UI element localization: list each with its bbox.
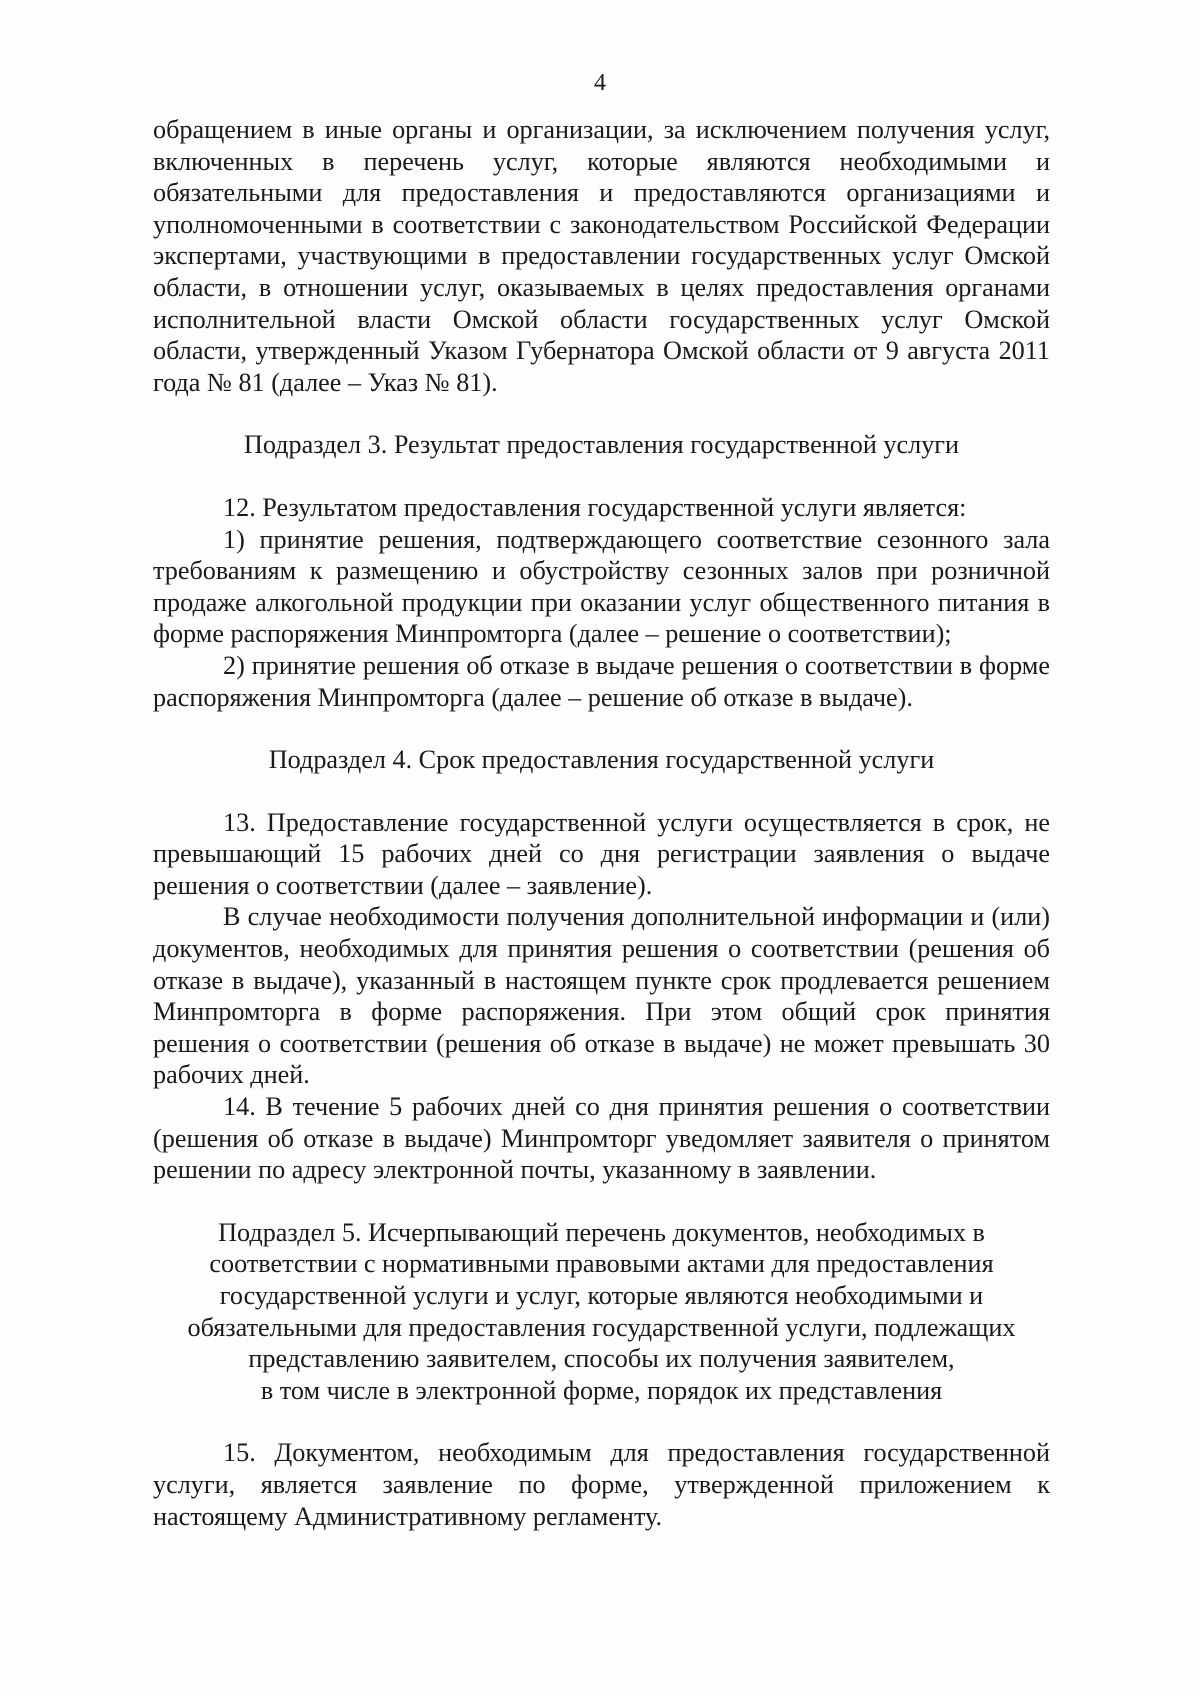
paragraph-14: 14. В течение 5 рабочих дней со дня принятия решения о соответствии (решения об отказе в выдаче) Минпромторг уведомляет заявителя о принятом решении по адресу электронной почты, указанному в заявлении. [153,1092,1050,1185]
section-5-heading-line: представлению заявителем, способы их получения заявителем, [248,1344,955,1374]
paragraph-13-extension: В случае необходимости получения дополнительной информации и (или) документов, необходимых для принятия решения о соответствии (решения об отказе в выдаче), указанный в настоящем пункте срок продлевается решением Минпромторга в форме распоряжения. При этом общий срок принятия решения о соответствии (решения об отказе в выдаче) не может превышать 30 рабочих дней. [153,902,1050,1090]
paragraph-12-item-2: 2) принятие решения об отказе в выдаче решения о соответствии в форме распоряжения Минпромторга (далее – решение об отказе в выдаче). [153,650,1050,712]
section-5-heading-line: обязательными для предоставления государственной услуги, подлежащих [187,1312,1016,1342]
paragraph-15: 15. Документом, необходимым для предоставления государственной услуги, является заявление по форме, утвержденной приложением к настоящему Административному регламенту. [153,1438,1050,1531]
intro-paragraph: обращением в иные органы и организации, за исключением получения услуг, включенных в перечень услуг, которые являются необходимыми и обязательными для предоставления и предоставляются организациями и уполномоченными в соответствии с законодательством Российской Федерации экспертами, участвующими в предоставлении государственных услуг Омской области, в отношении услуг, оказываемых в целях предоставления органами исполнительной власти Омской области государственных услуг Омской области, утвержденный Указом Губернатора Омской области от 9 августа 2011 года № 81 (далее – Указ № 81). [153,115,1050,397]
section-3-heading: Подраздел 3. Результат предоставления государственной услуги [243,430,960,460]
section-4-heading: Подраздел 4. Срок предоставления государственной услуги [268,745,935,775]
section-5-heading-line: государственной услуги и услуг, которые являются необходимыми и [219,1281,984,1310]
paragraph-13: 13. Предоставление государственной услуги осуществляется в срок, не превышающий 15 рабочих дней со дня регистрации заявления о выдаче решения о соответствии (далее – заявление). [153,807,1050,900]
section-5-heading-line: Подраздел 5. Исчерпывающий перечень документов, необходимых в [218,1217,985,1247]
paragraph-12-item-1: 1) принятие решения, подтверждающего соответствие сезонного зала требованиям к размещению и обустройству сезонных залов при розничной продаже алкогольной продукции при оказании услуг общественного питания в форме распоряжения Минпромторга (далее – решение о соответствии); [153,524,1050,649]
page-number: 4 [594,70,606,96]
document-body [153,114,1050,1532]
section-5-heading [153,1217,1050,1407]
section-5-heading-line: соответствии с нормативными правовыми актами для предоставления [209,1249,994,1279]
paragraph-12: 12. Результатом предоставления государственной услуги является: [223,492,967,522]
section-5-heading-line: в том числе в электронной форме, порядок их представления [260,1375,943,1405]
